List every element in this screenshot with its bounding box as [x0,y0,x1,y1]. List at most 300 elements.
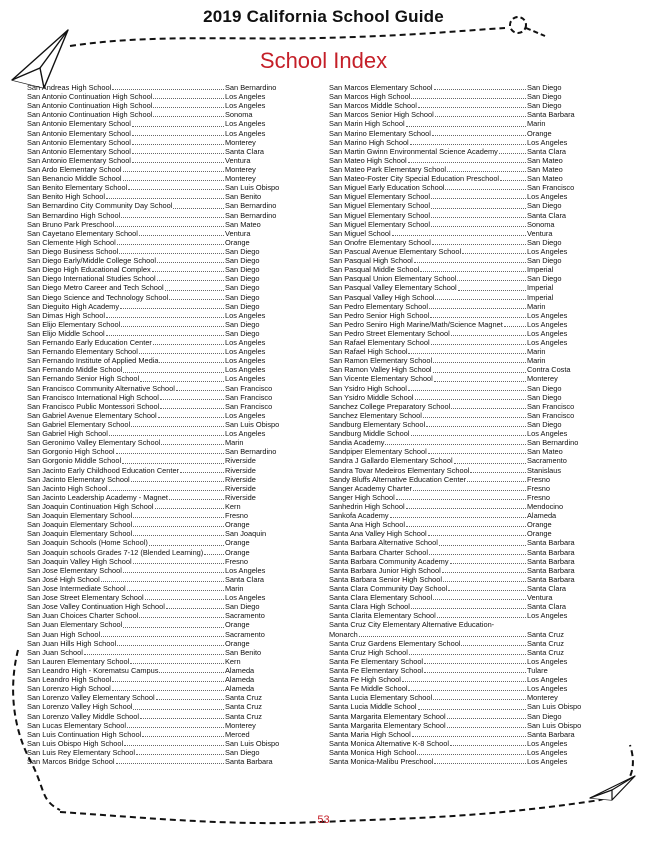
county-name: San Mateo [527,447,563,457]
index-entry [27,484,299,493]
index-entry [329,575,601,584]
school-name: Santa Cruz City Elementary Alternative Education- [329,620,495,630]
county-name: San Diego [225,274,260,284]
school-name: San Lorenzo Valley High School [27,702,133,712]
index-entry [27,566,299,575]
index-entry [27,602,299,611]
dot-leader [173,208,224,209]
school-name: San Elijo Middle School [27,328,105,338]
school-name: San Antonio Elementary School [27,119,131,129]
county-name: Santa Barbara [527,547,575,557]
header-title: 2019 California School Guide [203,7,444,26]
index-entry [27,220,299,229]
dot-leader [447,718,526,719]
dot-leader [434,89,526,90]
index-entry [329,630,601,639]
county-name: Santa Barbara [527,574,575,584]
index-entry [27,329,299,338]
school-name: Santa Fe Middle School [329,684,408,694]
school-name: San Francisco International High School [27,392,159,402]
school-name: San Joaquin Elementary School [27,520,133,530]
index-entry [27,302,299,311]
school-name: San Miguel Elementary School [329,192,431,202]
school-name: San Bernardino City Community Day School [27,201,173,211]
county-name: Alameda [225,675,255,685]
index-entry [27,538,299,547]
school-name: San Jose Valley Continuation High School [27,602,165,612]
school-name: Santa Maria High School [329,729,411,739]
county-name: San Mateo [527,174,563,184]
index-entry [27,666,299,675]
index-entry [329,165,601,174]
county-name: Los Angeles [527,611,568,621]
county-name: San Diego [527,711,562,721]
county-name: San Diego [527,92,562,102]
county-name: San Diego [527,101,562,111]
dot-leader [161,444,224,445]
school-name: San Francisco Public Montessori School [27,401,160,411]
dot-leader [139,235,224,236]
index-entry [27,593,299,602]
dot-leader [433,372,526,373]
dot-leader [458,290,526,291]
dot-leader [139,617,224,618]
county-name: Los Angeles [225,128,266,138]
county-name: Los Angeles [527,757,568,767]
county-name: Marin [527,356,546,366]
county-name: Fresno [225,511,249,521]
dot-leader [431,226,526,227]
dot-leader [432,135,526,136]
dot-leader [84,654,224,655]
county-name: San Bernardino [225,447,277,457]
county-name: Santa Barbara [527,538,575,548]
dot-leader [431,344,526,345]
school-name: San Marcos Elementary School [329,82,433,92]
county-name: Riverside [225,456,256,466]
page-number: 53 [317,814,330,826]
school-name: Santa Cruz High School [329,647,408,657]
county-name: Los Angeles [225,365,266,375]
school-name: San Jacinto Leadership Academy - Magnet [27,492,168,502]
school-name: San Miguel Early Education School [329,183,445,193]
dot-leader [442,572,526,573]
school-name: San Benancio Middle School [27,174,122,184]
county-name: Santa Clara [527,146,567,156]
school-name: San Gorgonio Middle School [27,456,122,466]
index-entry [329,520,601,529]
county-name: Riverside [225,474,256,484]
index-entry [27,83,299,92]
index-entry [329,384,601,393]
dot-leader [106,335,224,336]
county-name: San Francisco [225,383,273,393]
index-entry [27,101,299,110]
index-entry [329,119,601,128]
dot-leader [435,299,526,300]
county-name: Riverside [225,492,256,502]
school-name: San Diego Business School [27,246,119,256]
county-name: Imperial [527,265,554,275]
county-name: Los Angeles [527,246,568,256]
county-name: San Francisco [225,401,273,411]
dot-leader [109,435,224,436]
index-entry [27,174,299,183]
index-entry [329,365,601,374]
school-name: San Fernando Elementary School [27,347,138,357]
county-name: Riverside [225,483,256,493]
school-name: San Pasqual Union Elementary School [329,274,457,284]
school-name: San Martin Gwinn Environmental Science Academy [329,146,498,156]
county-name: Sonoma [225,110,253,120]
index-entry [329,548,601,557]
county-name: San Diego [527,201,562,211]
index-entry [329,602,601,611]
dot-leader [504,326,526,327]
dot-leader [431,198,526,199]
county-name: San Mateo [225,219,261,229]
school-name: San Fernando Early Education Center [27,338,152,348]
county-name: San Luis Obispo [225,738,280,748]
index-entry [27,420,299,429]
dot-leader [132,162,224,163]
county-name: Los Angeles [527,675,568,685]
index-entry [329,693,601,702]
index-entry [329,329,601,338]
county-name: Marin [527,347,546,357]
county-name: San Luis Obispo [225,420,280,430]
index-entry [27,429,299,438]
county-name: Imperial [527,292,554,302]
school-name: San Gorgonio High School [27,447,115,457]
county-name: San Diego [225,283,260,293]
school-name: San Antonio Continuation High School [27,101,153,111]
dot-leader [169,499,224,500]
school-name: San Juan School [27,647,83,657]
dot-leader [461,645,526,646]
school-name: San Lucas Elementary School [27,720,127,730]
index-entry [329,302,601,311]
county-name: San Diego [225,265,260,275]
index-entry [329,584,601,593]
county-name: Santa Clara [225,574,265,584]
index-entry [329,639,601,648]
dot-leader [424,672,526,673]
index-entry [27,748,299,757]
dot-leader [411,435,526,436]
school-name: Santa Fe Elementary School [329,665,424,675]
county-name: Merced [225,729,250,739]
dot-leader [157,280,224,281]
county-name: San Luis Obispo [527,720,582,730]
index-entry [329,721,601,730]
school-name: San Cayetano Elementary School [27,228,138,238]
index-entry [329,466,601,475]
index-entry [329,702,601,711]
county-name: Orange [225,638,250,648]
school-name: San Jacinto Early Childhood Education Center [27,465,180,475]
index-entry [27,520,299,529]
school-name: San Antonio Continuation High School [27,92,153,102]
school-name: Sandburg Elementary School [329,420,426,430]
dot-leader [415,399,527,400]
index-entry [27,119,299,128]
county-name: San Diego [527,383,562,393]
index-entry [329,274,601,283]
school-name: Sanhedrin High School [329,502,405,512]
county-name: San Francisco [225,392,273,402]
index-entry [329,657,601,666]
section-title: School Index [259,48,388,73]
dot-leader [434,381,526,382]
school-name: San Lorenzo Valley Middle School [27,711,140,721]
dot-leader [428,535,526,536]
dot-leader [500,180,526,181]
dot-leader [450,563,526,564]
county-name: Orange [527,529,552,539]
county-name: Orange [225,520,250,530]
county-name: Riverside [225,465,256,475]
county-name: Los Angeles [225,119,266,129]
school-name: San Dimas High School [27,310,106,320]
school-name: Sanchez College Preparatory School [329,401,451,411]
index-entry [27,721,299,730]
school-name: San Pasqual Valley Elementary School [329,283,457,293]
index-entry [27,411,299,420]
dot-leader [160,399,224,400]
dot-leader [430,317,526,318]
dot-leader [116,763,224,764]
school-name: San Bernardino High School [27,210,121,220]
school-name: San Pedro Street Elementary School [329,328,450,338]
dot-leader [112,681,224,682]
index-entry [27,247,299,256]
school-name: Santa Barbara Alternative School [329,538,438,548]
dot-leader [127,590,224,591]
index-entry [27,657,299,666]
index-entry [329,375,601,384]
index-entry [329,101,601,110]
index-entry [27,238,299,247]
school-name: San Geronimo Valley Elementary School [27,438,161,448]
dot-leader [106,198,224,199]
school-name: San Jose Street Elementary School [27,593,144,603]
school-name: San Bruno Park Preschool [27,219,115,229]
dot-leader [204,554,224,555]
dot-leader [417,754,526,755]
county-name: Contra Costa [527,365,571,375]
school-name: Sandia Academy [329,438,385,448]
dot-leader [132,126,224,127]
school-name: San Mateo High School [329,155,407,165]
dot-leader [385,444,526,445]
index-entry [329,402,601,411]
index-entry [27,274,299,283]
school-name: San Marcos Senior High School [329,110,434,120]
county-name: Marin [225,584,244,593]
school-name: San Francisco Community Alternative School [27,383,175,393]
school-name: San Joaquin schools Grades 7-12 (Blended Learning) [27,547,204,557]
index-entry [329,201,601,210]
dot-leader [406,508,526,509]
county-name: Tulare [527,665,548,675]
school-name: Santa Barbara Junior High School [329,565,441,575]
school-name: Santa Clara High School [329,602,410,612]
school-name: Sanger Academy Charter [329,483,412,493]
county-name: Santa Cruz [225,702,262,712]
index-entry [27,356,299,365]
county-name: Los Angeles [225,356,266,366]
dot-leader [359,636,526,637]
county-name: Santa Cruz [527,647,564,657]
dot-leader [418,709,526,710]
index-entry [329,138,601,147]
index-entry [329,83,601,92]
dot-leader [443,581,526,582]
school-name: San Ramon Valley High School [329,365,432,375]
school-name: Sanger High School [329,492,395,502]
index-entry [27,575,299,584]
index-entry [27,293,299,302]
index-entry [27,557,299,566]
county-name: Los Angeles [225,101,266,111]
school-name: San Luis Continuation High School [27,729,142,739]
school-name: San Marin High School [329,119,405,129]
school-name: San Mateo-Foster City Special Education Preschool [329,174,500,184]
school-name: San Ysidro High School [329,383,407,393]
dot-leader [116,453,224,454]
school-name: San Andreas High School [27,82,112,92]
dot-leader [402,681,526,682]
index-entry [27,684,299,693]
dot-leader [160,408,224,409]
school-name: San Lorenzo High School [27,684,111,694]
county-name: Orange [527,520,552,530]
county-name: Santa Barbara [225,757,273,767]
index-entry [329,502,601,511]
index-entry [329,320,601,329]
index-entry [27,693,299,702]
dot-leader [145,599,224,600]
dot-leader [142,736,224,737]
dot-leader [454,463,526,464]
county-name: San Diego [527,256,562,266]
index-entry [27,447,299,456]
dot-leader [123,171,225,172]
dot-leader [139,353,224,354]
index-entry [27,229,299,238]
school-name: San Marcos Middle School [329,101,417,111]
county-name: San Luis Obispo [527,702,582,712]
county-name: Santa Cruz [527,638,564,648]
dot-leader [101,581,224,582]
county-name: Monterey [225,137,256,147]
county-name: Alameda [527,511,557,521]
school-name: San Rafael Elementary School [329,338,430,348]
county-name: Santa Cruz [527,629,564,639]
county-name: Los Angeles [527,429,568,439]
index-entry [27,338,299,347]
school-name: San Marcos Bridge School [27,757,115,767]
dot-leader [117,645,224,646]
index-entry [27,320,299,329]
school-name: Santa Barbara Community Academy [329,556,449,566]
index-entry [27,675,299,684]
school-name: Santa Fe Elementary School [329,656,424,666]
dot-leader [406,526,526,527]
index-entry [329,92,601,101]
index-entry [27,702,299,711]
dot-leader [457,280,526,281]
school-name: Santa Barbara Charter School [329,547,429,557]
index-entry [27,730,299,739]
school-name: San Joaquin Elementary School [27,511,133,521]
dot-leader [180,472,224,473]
county-name: Sacramento [225,629,265,639]
school-name: San Jose Elementary School [27,565,122,575]
index-entry [329,247,601,256]
county-name: San Diego [225,328,260,338]
county-name: Monterey [527,693,558,703]
dot-leader [439,545,526,546]
school-name: San Onofre Elementary School [329,237,431,247]
index-entry [329,265,601,274]
school-name: San Jacinto Elementary School [27,474,130,484]
county-name: Los Angeles [527,656,568,666]
index-entry [329,220,601,229]
school-name: San Juan High School [27,629,101,639]
school-name: San Elijo Elementary School [27,319,121,329]
index-entry [329,229,601,238]
school-name: San Jose Intermediate School [27,584,126,593]
county-name: Los Angeles [527,192,568,202]
dot-leader [429,308,526,309]
school-name: San Lauren Elementary School [27,656,130,666]
dot-leader [115,226,224,227]
index-entry [27,211,299,220]
dot-leader [437,617,526,618]
dot-leader [157,262,224,263]
county-name: Santa Clara [527,584,567,593]
dot-leader [159,362,224,363]
school-name: San Joaquin Valley High School [27,556,132,566]
dot-leader [433,699,526,700]
school-name: San Pasqual High School [329,256,413,266]
index-entry [27,529,299,538]
school-name: San Juan Elementary School [27,620,123,630]
school-name: Santa Clara Elementary School [329,593,433,603]
dot-leader [408,353,526,354]
county-name: Los Angeles [527,338,568,348]
dot-leader [140,381,224,382]
dot-leader [133,563,224,564]
school-name: San Fernando Middle School [27,365,123,375]
county-name: San Francisco [527,183,575,193]
index-entry [329,447,601,456]
county-name: San Diego [527,420,562,430]
index-entry [329,529,601,538]
index-entry [329,611,601,620]
school-name: San Antonio Elementary School [27,146,131,156]
dot-leader [434,763,526,764]
index-entry [27,611,299,620]
index-entry [329,174,601,183]
county-name: Los Angeles [527,684,568,694]
index-entry [27,712,299,721]
county-name: Santa Barbara [527,565,575,575]
dot-leader [450,745,526,746]
dot-leader [140,718,224,719]
